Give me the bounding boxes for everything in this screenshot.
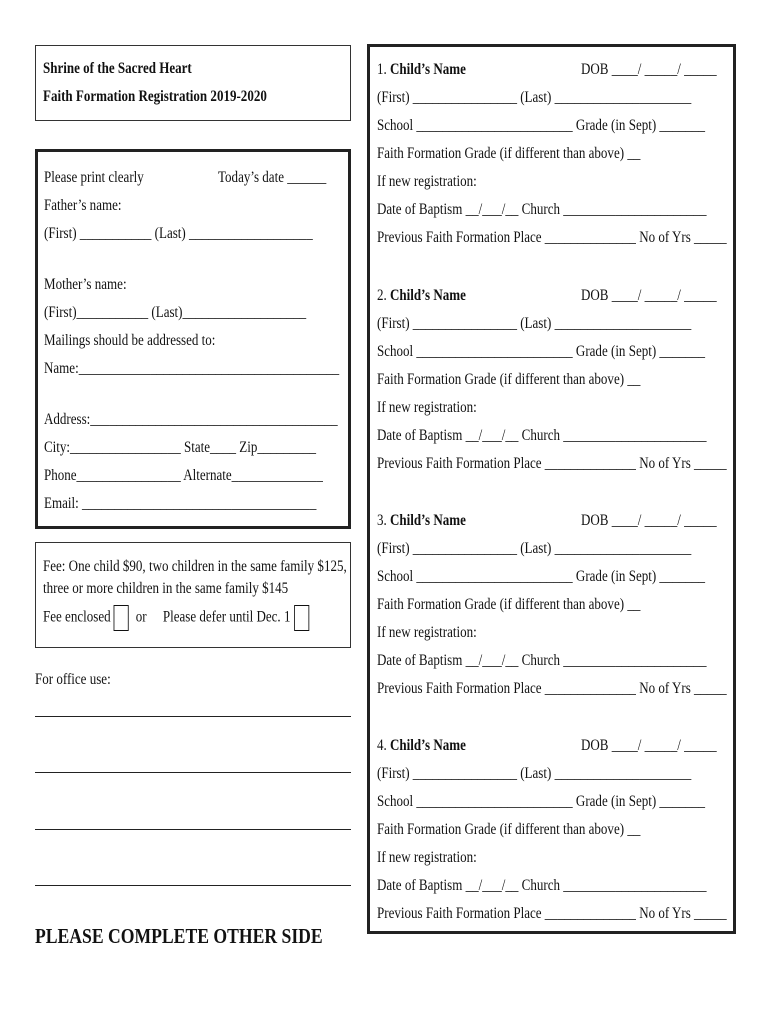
child-previous-place-field[interactable]: Previous Faith Formation Place ______________ No of Yrs _____ [377,680,727,697]
child-previous-place-field[interactable]: Previous Faith Formation Place ______________ No of Yrs _____ [377,229,727,246]
child-number: 1. [377,61,387,78]
parent-info-box [35,149,351,529]
child-number: 3. [377,512,387,529]
child-baptism-field[interactable]: Date of Baptism __/___/__ Church ______________________ [377,652,707,669]
child-name-label: Child’s Name [390,287,466,304]
office-use-label: For office use: [35,671,111,688]
child-name-label: Child’s Name [390,61,466,78]
child-ff-grade-field[interactable]: Faith Formation Grade (if different than above) __ [377,145,641,162]
child-school-field[interactable]: School ________________________ Grade (in Sept) _______ [377,568,706,585]
child-previous-place-field[interactable]: Previous Faith Formation Place ______________ No of Yrs _____ [377,455,727,472]
child-previous-place-field[interactable]: Previous Faith Formation Place ______________ No of Yrs _____ [377,905,727,922]
child-number: 4. [377,737,387,754]
child-first-last-field[interactable]: (First) ________________ (Last) _____________________ [377,540,692,557]
child-dob-field[interactable]: DOB ____/ _____/ _____ [581,512,717,529]
children-box [367,44,736,934]
child-ff-grade-field[interactable]: Faith Formation Grade (if different than above) __ [377,821,641,838]
child-name-label: Child’s Name [390,512,466,529]
parish-name: Shrine of the Sacred Heart [43,60,192,77]
fee-or-label: or [135,608,147,626]
child-dob-field[interactable]: DOB ____/ _____/ _____ [581,61,717,78]
mailing-label: Mailings should be addressed to: [44,332,216,349]
father-name-field[interactable]: (First) ___________ (Last) ___________________ [44,225,313,242]
child-number: 2. [377,287,387,304]
todays-date-field[interactable]: Today’s date ______ [218,169,327,186]
child-baptism-field[interactable]: Date of Baptism __/___/__ Church ______________________ [377,201,707,218]
child-baptism-field[interactable]: Date of Baptism __/___/__ Church ______________________ [377,427,707,444]
father-name-label: Father’s name: [44,197,122,214]
fee-defer-label: Please defer until Dec. 1 [162,608,291,626]
child-school-field[interactable]: School ________________________ Grade (in Sept) _______ [377,117,706,134]
child-dob-field[interactable]: DOB ____/ _____/ _____ [581,287,717,304]
office-use-line-2[interactable] [35,772,351,773]
child-first-last-field[interactable]: (First) ________________ (Last) _____________________ [377,765,692,782]
complete-other-side-notice: PLEASE COMPLETE OTHER SIDE [35,924,323,948]
child-new-registration-label: If new registration: [377,624,477,641]
child-ff-grade-field[interactable]: Faith Formation Grade (if different than above) __ [377,596,641,613]
mother-name-label: Mother’s name: [44,276,127,293]
fee-defer-checkbox[interactable] [294,605,309,631]
child-school-field[interactable]: School ________________________ Grade (in Sept) _______ [377,343,706,360]
office-use-line-4[interactable] [35,885,351,886]
address-field[interactable]: Address:______________________________________ [44,411,338,428]
child-new-registration-label: If new registration: [377,399,477,416]
fee-line-2: three or more children in the same family $145 [43,580,289,597]
child-new-registration-label: If new registration: [377,849,477,866]
email-field[interactable]: Email: ____________________________________ [44,495,317,512]
mother-name-field[interactable]: (First)___________ (Last)___________________ [44,304,307,321]
child-ff-grade-field[interactable]: Faith Formation Grade (if different than above) __ [377,371,641,388]
form-title: Faith Formation Registration 2019-2020 [43,88,267,105]
phone-field[interactable]: Phone________________ Alternate______________ [44,467,323,484]
child-baptism-field[interactable]: Date of Baptism __/___/__ Church ______________________ [377,877,707,894]
mailing-name-field[interactable]: Name:________________________________________ [44,360,340,377]
city-state-zip-field[interactable]: City:_________________ State____ Zip_________ [44,439,316,456]
child-first-last-field[interactable]: (First) ________________ (Last) _____________________ [377,89,692,106]
header-box [35,45,351,121]
child-dob-field[interactable]: DOB ____/ _____/ _____ [581,737,717,754]
office-use-line-3[interactable] [35,829,351,830]
child-new-registration-label: If new registration: [377,173,477,190]
print-clearly-label: Please print clearly [44,169,144,186]
child-school-field[interactable]: School ________________________ Grade (in Sept) _______ [377,793,706,810]
child-name-label: Child’s Name [390,737,466,754]
fee-box [35,542,351,648]
fee-enclosed-checkbox[interactable] [114,605,129,631]
fee-enclosed-label: Fee enclosed [43,608,111,626]
office-use-line-1[interactable] [35,716,351,717]
fee-options [43,605,312,631]
fee-line-1: Fee: One child $90, two children in the same family $125, [43,558,347,575]
child-first-last-field[interactable]: (First) ________________ (Last) _____________________ [377,315,692,332]
